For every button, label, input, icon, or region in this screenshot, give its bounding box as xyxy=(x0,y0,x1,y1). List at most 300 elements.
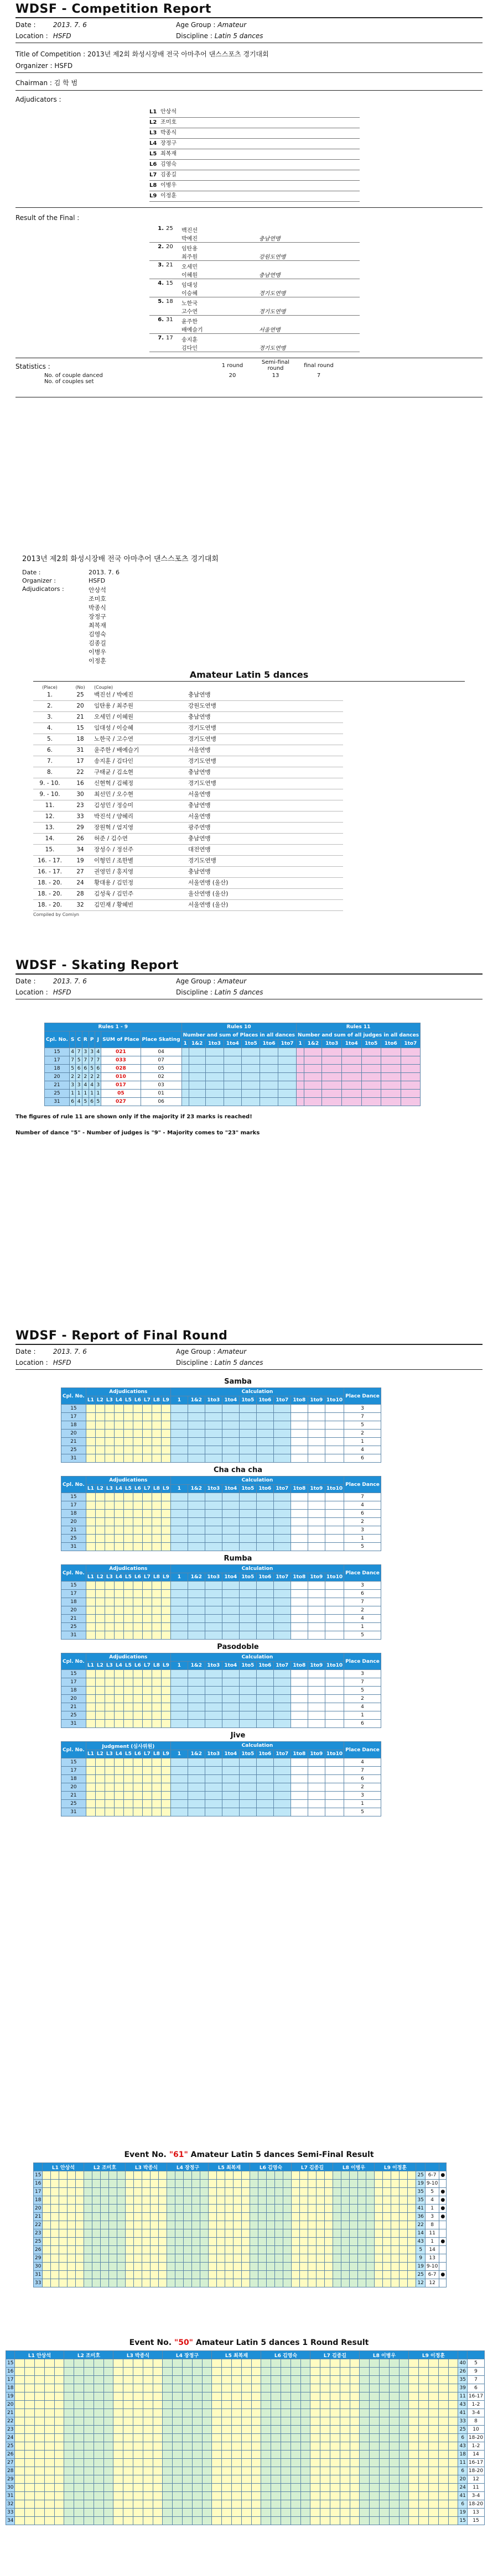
semi-cpl-no: 21 xyxy=(34,2213,43,2221)
calc-cell xyxy=(256,1623,273,1631)
first-mark-cell xyxy=(389,2451,399,2459)
first-mark-cell xyxy=(320,2517,330,2525)
first-mark-cell xyxy=(409,2434,419,2442)
first-cpl-no: 15 xyxy=(6,2359,15,2368)
adjudicator-code: L8 xyxy=(149,182,157,189)
first-mark-cell xyxy=(330,2467,340,2475)
semi-mark-cell xyxy=(366,2263,375,2271)
calc-cell xyxy=(308,1775,325,1783)
first-total: 24 xyxy=(458,2484,467,2492)
first-mark-cell xyxy=(133,2484,143,2492)
semi-row xyxy=(34,2180,447,2188)
first-mark-cell xyxy=(370,2376,380,2384)
calc-cell xyxy=(308,1711,325,1720)
first-mark-cell xyxy=(399,2459,409,2467)
calc-cell xyxy=(290,1687,308,1695)
first-mark-cell xyxy=(103,2442,113,2451)
judge-mark xyxy=(133,1678,142,1687)
first-mark-cell xyxy=(290,2434,300,2442)
semi-mark-cell xyxy=(217,2180,225,2188)
skating-dance-place: 1 xyxy=(76,1090,82,1098)
first-mark-cell xyxy=(103,2451,113,2459)
calc-cell xyxy=(273,1678,290,1687)
first-mark-cell xyxy=(84,2392,94,2401)
first-mark-cell xyxy=(192,2451,202,2459)
first-mark-cell xyxy=(54,2484,64,2492)
semi-mark-cell xyxy=(109,2171,117,2180)
final-club: 경기도연맹 xyxy=(259,309,286,315)
first-mark-cell xyxy=(113,2401,123,2409)
first-mark-cell xyxy=(25,2451,35,2459)
first-mark-cell xyxy=(173,2492,183,2500)
first-mark-cell xyxy=(74,2359,84,2368)
first-mark-cell xyxy=(409,2517,419,2525)
first-mark-cell xyxy=(310,2467,320,2475)
first-mark-cell xyxy=(281,2417,291,2426)
place-dance: 2 xyxy=(344,1606,381,1615)
first-mark-cell xyxy=(448,2359,458,2368)
semi-mark-cell xyxy=(308,2196,317,2205)
calc-cell xyxy=(188,1598,205,1606)
calc-cell xyxy=(239,1413,256,1421)
first-mark-cell xyxy=(212,2384,222,2392)
first-mark-cell xyxy=(409,2500,419,2509)
semi-mark-cell xyxy=(51,2271,59,2279)
judge-mark xyxy=(105,1783,114,1792)
semi-mark-cell xyxy=(250,2213,258,2221)
judge-mark xyxy=(161,1421,170,1430)
semi-mark-cell xyxy=(167,2263,175,2271)
first-mark-cell xyxy=(103,2492,113,2500)
semi-mark-cell xyxy=(242,2279,250,2287)
first-mark-cell xyxy=(222,2426,232,2434)
semi-qualified xyxy=(439,2221,447,2229)
first-mark-cell xyxy=(113,2417,123,2426)
dance-cpl-no: 17 xyxy=(61,1767,86,1775)
judge-mark xyxy=(152,1767,161,1775)
semi-mark-cell xyxy=(184,2221,192,2229)
semi-mark-cell xyxy=(109,2271,117,2279)
dance-row xyxy=(61,1800,381,1808)
semi-mark-cell xyxy=(225,2271,234,2279)
semi-mark-cell xyxy=(109,2213,117,2221)
first-mark-cell xyxy=(133,2451,143,2459)
calc-cell xyxy=(170,1792,188,1800)
semi-mark-cell xyxy=(317,2279,325,2287)
first-mark-cell xyxy=(399,2409,409,2417)
semi-mark-cell xyxy=(117,2238,126,2246)
judge-mark xyxy=(95,1454,105,1463)
first-mark-cell xyxy=(370,2475,380,2484)
results-no: 20 xyxy=(76,703,84,709)
calc-cell xyxy=(170,1711,188,1720)
calc-cell xyxy=(222,1615,239,1623)
rule11-cell xyxy=(381,1073,401,1081)
first-mark-cell xyxy=(399,2517,409,2525)
semi-mark-cell xyxy=(126,2213,134,2221)
skating-row xyxy=(45,1073,421,1081)
semi-mark-cell xyxy=(366,2271,375,2279)
first-mark-cell xyxy=(448,2475,458,2484)
rule10-cell xyxy=(189,1073,205,1081)
semi-mark-cell xyxy=(258,2196,267,2205)
first-mark-cell xyxy=(222,2500,232,2509)
semi-mark-cell xyxy=(59,2279,68,2287)
first-mark-cell xyxy=(15,2484,25,2492)
judge-mark xyxy=(133,1758,142,1767)
first-mark-cell xyxy=(409,2368,419,2376)
semi-mark-cell xyxy=(101,2205,109,2213)
results-place: 12. xyxy=(45,813,55,820)
judge-mark xyxy=(105,1582,114,1590)
semi-mark-cell xyxy=(317,2171,325,2180)
dance-cpl-no: 31 xyxy=(61,1631,86,1640)
judge-mark xyxy=(95,1438,105,1446)
first-mark-cell xyxy=(419,2401,429,2409)
semi-mark-cell xyxy=(308,2171,317,2180)
judge-mark xyxy=(114,1703,123,1711)
first-mark-cell xyxy=(241,2426,251,2434)
results-adjudicator: 박종식 xyxy=(89,604,106,611)
semi-mark-cell xyxy=(192,2188,200,2196)
first-mark-cell xyxy=(271,2401,281,2409)
semi-mark-cell xyxy=(184,2254,192,2263)
semi-mark-cell xyxy=(142,2221,151,2229)
semi-mark-cell xyxy=(408,2279,416,2287)
judge-mark xyxy=(95,1590,105,1598)
first-mark-cell xyxy=(310,2359,320,2368)
semi-mark-cell xyxy=(267,2171,275,2180)
judge-mark xyxy=(95,1758,105,1767)
semi-mark-cell xyxy=(59,2171,68,2180)
semi-mark-cell xyxy=(200,2254,209,2263)
first-mark-cell xyxy=(15,2434,25,2442)
judge-mark xyxy=(114,1421,123,1430)
semi-mark-cell xyxy=(109,2205,117,2213)
first-mark-cell xyxy=(15,2459,25,2467)
judge-mark xyxy=(142,1720,152,1728)
first-mark-cell xyxy=(389,2417,399,2426)
first-mark-cell xyxy=(232,2426,242,2434)
judge-mark xyxy=(161,1800,170,1808)
calc-cell xyxy=(188,1526,205,1535)
semi-mark-cell xyxy=(84,2171,92,2180)
semi-mark-cell xyxy=(200,2279,209,2287)
semi-mark-cell xyxy=(292,2188,300,2196)
calc-cell xyxy=(273,1711,290,1720)
first-mark-cell xyxy=(133,2417,143,2426)
semi-mark-cell xyxy=(175,2279,184,2287)
first-mark-cell xyxy=(399,2451,409,2459)
semi-mark-cell xyxy=(101,2279,109,2287)
semi-mark-cell xyxy=(192,2279,200,2287)
first-mark-cell xyxy=(232,2467,242,2475)
first-mark-cell xyxy=(340,2467,350,2475)
calc-cell xyxy=(239,1590,256,1598)
skating-dance-place: 6 xyxy=(95,1065,101,1073)
rule11-cell xyxy=(361,1073,381,1081)
final-couple-no: 21 xyxy=(166,262,173,268)
calc-cell xyxy=(222,1695,239,1703)
skating-dance-place: 5 xyxy=(89,1065,95,1073)
semi-mark-cell xyxy=(76,2180,84,2188)
calc-cell xyxy=(290,1598,308,1606)
judge-mark xyxy=(152,1454,161,1463)
calc-cell xyxy=(325,1720,344,1728)
semi-place: 1 xyxy=(425,2238,439,2246)
first-mark-cell xyxy=(281,2368,291,2376)
dance-title: Cha cha cha xyxy=(213,1466,263,1474)
semi-place: 6-7 xyxy=(425,2171,439,2180)
calc-cell xyxy=(308,1783,325,1792)
judge-mark xyxy=(161,1615,170,1623)
semi-mark-cell xyxy=(134,2271,142,2279)
first-mark-cell xyxy=(271,2500,281,2509)
judge-mark xyxy=(142,1767,152,1775)
results-couple: 허준 / 김수연 xyxy=(94,835,128,842)
first-total: 40 xyxy=(458,2359,467,2368)
semi-mark-cell xyxy=(217,2263,225,2271)
first-mark-cell xyxy=(310,2426,320,2434)
first-mark-cell xyxy=(438,2409,448,2417)
place-dance: 6 xyxy=(344,1510,381,1518)
calc-cell xyxy=(273,1582,290,1590)
semi-mark-cell xyxy=(159,2213,167,2221)
semi-mark-cell xyxy=(333,2279,341,2287)
semi-mark-cell xyxy=(234,2263,242,2271)
semi-mark-cell xyxy=(358,2213,366,2221)
semi-qualified: ● xyxy=(439,2238,447,2246)
judge-mark xyxy=(133,1413,142,1421)
first-mark-cell xyxy=(35,2384,45,2392)
semi-mark-cell xyxy=(308,2205,317,2213)
final-result-item xyxy=(149,317,360,334)
semi-mark-cell xyxy=(51,2229,59,2238)
results-row xyxy=(33,867,343,878)
first-mark-cell xyxy=(64,2500,74,2509)
semi-mark-cell xyxy=(217,2271,225,2279)
dance-cpl-no: 18 xyxy=(61,1598,86,1606)
first-mark-cell xyxy=(123,2492,133,2500)
first-mark-cell xyxy=(429,2484,439,2492)
semi-row xyxy=(34,2205,447,2213)
first-mark-cell xyxy=(15,2500,25,2509)
semi-mark-cell xyxy=(300,2205,308,2213)
rule11-cell xyxy=(297,1098,304,1106)
rule11-cell xyxy=(304,1073,322,1081)
skating-report-title: WDSF - Skating Report xyxy=(15,959,179,972)
semi-mark-cell xyxy=(200,2205,209,2213)
calc-cell xyxy=(273,1446,290,1454)
first-mark-cell xyxy=(44,2467,54,2475)
first-mark-cell xyxy=(438,2517,448,2525)
first-mark-cell xyxy=(300,2492,310,2500)
calc-cell xyxy=(170,1758,188,1767)
semi-mark-cell xyxy=(92,2246,101,2254)
first-mark-cell xyxy=(380,2417,390,2426)
first-mark-cell xyxy=(84,2359,94,2368)
calc-cell xyxy=(290,1767,308,1775)
judge-mark xyxy=(133,1703,142,1711)
first-mark-cell xyxy=(123,2376,133,2384)
rule11-cell xyxy=(322,1056,342,1065)
first-mark-cell xyxy=(202,2384,212,2392)
judge-mark xyxy=(133,1535,142,1543)
rule10-cell xyxy=(205,1048,224,1056)
judge-mark xyxy=(142,1582,152,1590)
first-mark-cell xyxy=(300,2417,310,2426)
semi-mark-cell xyxy=(358,2196,366,2205)
first-place: 11 xyxy=(467,2484,484,2492)
judge-mark xyxy=(142,1598,152,1606)
adjudicator-row xyxy=(149,139,360,149)
skating-dance-place: 5 xyxy=(95,1098,101,1106)
calc-cell xyxy=(273,1543,290,1551)
first-mark-cell xyxy=(370,2500,380,2509)
first-mark-cell xyxy=(74,2392,84,2401)
rule10-cell xyxy=(205,1090,224,1098)
first-mark-cell xyxy=(330,2376,340,2384)
first-mark-cell xyxy=(202,2509,212,2517)
calc-cell xyxy=(188,1543,205,1551)
judge-mark xyxy=(105,1405,114,1413)
dance-row xyxy=(61,1615,381,1623)
semi-mark-cell xyxy=(258,2188,267,2196)
first-mark-cell xyxy=(94,2409,103,2417)
calc-cell xyxy=(170,1720,188,1728)
semi-mark-cell xyxy=(333,2229,341,2238)
judge-mark xyxy=(142,1800,152,1808)
results-row xyxy=(33,756,343,767)
judge-mark xyxy=(133,1518,142,1526)
calc-cell xyxy=(222,1703,239,1711)
first-mark-cell xyxy=(222,2459,232,2467)
semi-mark-cell xyxy=(92,2221,101,2229)
judge-mark xyxy=(142,1446,152,1454)
semi-mark-cell xyxy=(333,2238,341,2246)
first-mark-cell xyxy=(222,2442,232,2451)
semi-mark-cell xyxy=(341,2171,350,2180)
discipline: Latin 5 dances xyxy=(214,32,263,40)
first-round-row xyxy=(6,2484,485,2492)
rule11-cell xyxy=(381,1048,401,1056)
first-mark-cell xyxy=(330,2451,340,2459)
dance-cpl-no: 25 xyxy=(61,1800,86,1808)
judge-mark xyxy=(133,1711,142,1720)
rule11-cell xyxy=(342,1048,362,1056)
competition-name: 2013년 제2회 화성시장배 전국 아마추어 댄스스포츠 경기대회 xyxy=(87,50,269,58)
calc-cell xyxy=(256,1800,273,1808)
calc-cell xyxy=(205,1501,222,1510)
first-mark-cell xyxy=(183,2376,193,2384)
judge-mark xyxy=(142,1413,152,1421)
rule11-cell xyxy=(361,1065,381,1073)
results-couple: 권영민 / 홍지영 xyxy=(94,868,134,875)
calc-cell xyxy=(308,1454,325,1463)
first-mark-cell xyxy=(281,2451,291,2459)
semi-mark-cell xyxy=(142,2238,151,2246)
first-mark-cell xyxy=(241,2401,251,2409)
dance-cpl-no: 21 xyxy=(61,1615,86,1623)
semi-mark-cell xyxy=(151,2254,159,2263)
calc-cell xyxy=(325,1695,344,1703)
first-mark-cell xyxy=(183,2384,193,2392)
semi-total: 9 xyxy=(416,2254,425,2263)
first-mark-cell xyxy=(310,2459,320,2467)
first-mark-cell xyxy=(419,2459,429,2467)
semi-mark-cell xyxy=(317,2188,325,2196)
first-mark-cell xyxy=(429,2442,439,2451)
semi-mark-cell xyxy=(142,2229,151,2238)
semi-mark-cell xyxy=(400,2271,408,2279)
semi-mark-cell xyxy=(408,2213,416,2221)
semi-mark-cell xyxy=(159,2171,167,2180)
first-mark-cell xyxy=(419,2492,429,2500)
semi-mark-cell xyxy=(217,2205,225,2213)
judge-mark xyxy=(123,1711,133,1720)
semi-mark-cell xyxy=(101,2254,109,2263)
semi-place: 8 xyxy=(425,2221,439,2229)
semi-mark-cell xyxy=(275,2180,283,2188)
semi-mark-cell xyxy=(391,2279,400,2287)
semi-mark-cell xyxy=(308,2188,317,2196)
first-mark-cell xyxy=(350,2376,360,2384)
first-mark-cell xyxy=(212,2442,222,2451)
dance-cpl-no: 17 xyxy=(61,1678,86,1687)
judge-mark xyxy=(95,1606,105,1615)
first-mark-cell xyxy=(409,2359,419,2368)
semi-mark-cell xyxy=(341,2246,350,2254)
first-mark-cell xyxy=(300,2484,310,2492)
calc-cell xyxy=(222,1783,239,1792)
semi-mark-cell xyxy=(383,2213,391,2221)
semi-mark-cell xyxy=(366,2205,375,2213)
semi-mark-cell xyxy=(308,2271,317,2279)
semi-mark-cell xyxy=(258,2246,267,2254)
first-mark-cell xyxy=(163,2500,173,2509)
semi-mark-cell xyxy=(391,2229,400,2238)
results-club: 광주연맹 xyxy=(188,824,211,831)
results-row xyxy=(33,823,343,834)
results-place: 3. xyxy=(46,714,53,720)
semi-mark-cell xyxy=(92,2196,101,2205)
semi-mark-cell xyxy=(68,2171,76,2180)
first-mark-cell xyxy=(163,2484,173,2492)
first-mark-cell xyxy=(340,2442,350,2451)
final-place: 6. xyxy=(158,317,164,323)
first-mark-cell xyxy=(241,2376,251,2384)
calc-cell xyxy=(222,1405,239,1413)
first-mark-cell xyxy=(74,2467,84,2475)
semi-mark-cell xyxy=(408,2238,416,2246)
judge-mark xyxy=(86,1501,95,1510)
first-mark-cell xyxy=(103,2459,113,2467)
first-mark-cell xyxy=(320,2500,330,2509)
first-mark-cell xyxy=(429,2509,439,2517)
first-mark-cell xyxy=(133,2392,143,2401)
first-mark-cell xyxy=(202,2392,212,2401)
judge-mark xyxy=(142,1421,152,1430)
first-mark-cell xyxy=(419,2392,429,2401)
calc-cell xyxy=(188,1582,205,1590)
first-mark-cell xyxy=(271,2467,281,2475)
first-round-row xyxy=(6,2392,485,2401)
results-club: 대전연맹 xyxy=(188,846,211,853)
first-mark-cell xyxy=(340,2409,350,2417)
first-mark-cell xyxy=(350,2434,360,2442)
semi-mark-cell xyxy=(76,2254,84,2263)
judge-mark xyxy=(95,1775,105,1783)
